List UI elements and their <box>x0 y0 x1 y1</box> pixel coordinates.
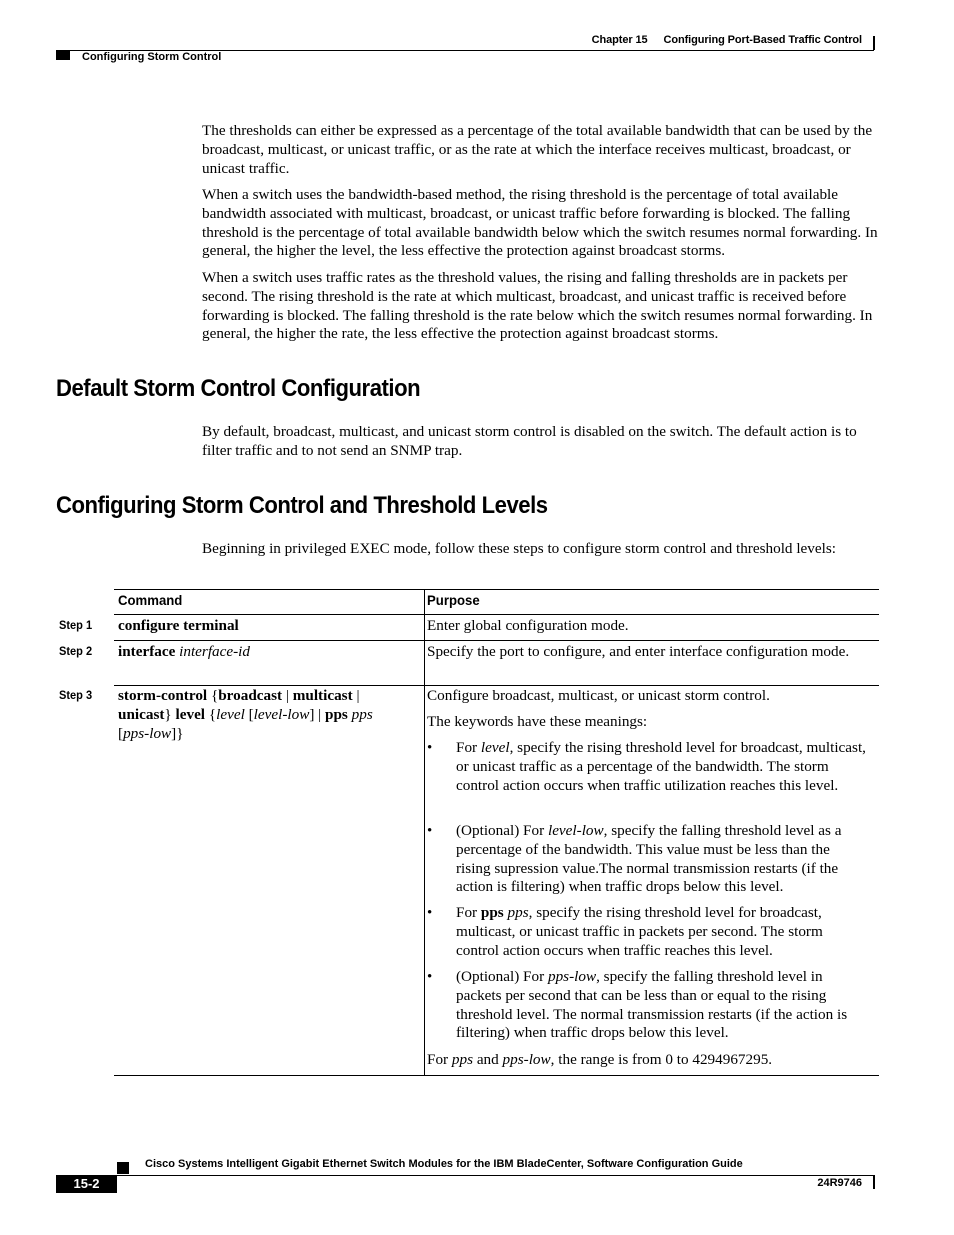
header-marker-block <box>56 51 70 60</box>
step-2-command <box>118 643 250 662</box>
command-keyword: unicast <box>118 705 165 723</box>
table-row-rule <box>114 640 879 641</box>
bullet-marker: • <box>427 905 433 921</box>
bullet-text: , specify the rising threshold level for broadcast, multicast, or unicast traffic in packets per second. The storm control action occurs when traffic reaches this level. <box>456 904 823 959</box>
keyword-bullet-level <box>427 739 867 795</box>
command-argument: level <box>216 705 245 723</box>
footer-rule <box>56 1175 874 1176</box>
note-argument: pps <box>451 1051 474 1068</box>
paragraph-default-config: By default, broadcast, multicast, and unicast storm control is disabled on the switch. The default action is to filter traffic and to not send an SNMP trap. <box>202 423 857 459</box>
step-1-purpose: Enter global configuration mode. <box>427 617 629 634</box>
document-number: 24R9746 <box>817 1177 862 1189</box>
command-bracket: ] | <box>309 705 322 723</box>
bullet-argument: level-low <box>547 822 604 839</box>
bullet-text: For <box>456 904 481 921</box>
paragraph-traffic-rates: When a switch uses traffic rates as the threshold values, the rising and falling thresholds are in packets per second. The rising threshold is the rate at which multicast, broadcast, and unicast traffic is received before forwarding is blocked. The falling threshold is the rate below which the switch resumes normal forwarding. In general, the higher the rate, the less effective the protection against broadcast storms. <box>202 269 873 343</box>
bullet-keyword: pps <box>480 904 504 921</box>
command-separator: | <box>285 687 289 704</box>
command-brace: } <box>164 705 172 723</box>
bullet-text: (Optional) For <box>456 968 548 985</box>
step-3-label: Step 3 <box>59 688 93 702</box>
command-bracket: ]} <box>171 724 184 742</box>
command-argument: pps <box>351 705 373 723</box>
command-argument: pps-low <box>123 724 172 742</box>
chapter-title: Configuring Port-Based Traffic Control <box>663 34 862 46</box>
bullet-marker: • <box>427 740 433 756</box>
column-header-purpose: Purpose <box>427 592 480 608</box>
header-tick <box>873 36 875 50</box>
paragraph-bandwidth-method: When a switch uses the bandwidth-based method, the rising threshold is the percentage of total available bandwidth associated with multicast, broadcast, or unicast traffic before forwarding is blocked. The falling threshold is the percentage of total available bandwidth below which the switch resumes normal forwarding. In general, the higher the level, the less effective the protection against broadcast storms. <box>202 186 878 260</box>
command-bracket: [ <box>118 724 124 742</box>
bullet-text: For <box>456 739 481 756</box>
bullet-text: (Optional) For <box>456 822 548 839</box>
table-row-rule <box>114 685 879 686</box>
command-argument: interface-id <box>179 643 250 660</box>
heading-configuring-storm-control: Configuring Storm Control and Threshold Levels <box>56 492 548 519</box>
command-argument: level-low <box>253 705 310 723</box>
column-header-command: Command <box>118 592 183 608</box>
command-keyword: storm-control <box>118 687 208 704</box>
step-2-label: Step 2 <box>59 644 93 658</box>
table-top-rule <box>114 589 879 590</box>
table-column-divider <box>424 589 425 1076</box>
step-1-command: configure terminal <box>118 617 239 634</box>
footer-book-title: Cisco Systems Intelligent Gigabit Ethernet Switch Modules for the IBM BladeCenter, Software Configuration Guide <box>145 1158 743 1170</box>
bullet-text: , specify the falling threshold level in packets per second that can be less than or equal to the rising threshold level. The normal transmission restarts (if the action is filtering) when traffic drops below this level. <box>456 968 848 1042</box>
bullet-marker: • <box>427 823 433 839</box>
command-brace: { <box>210 687 219 704</box>
keyword-bullet-pps <box>427 904 867 960</box>
command-keyword: pps <box>325 705 348 723</box>
table-header-rule <box>114 614 879 615</box>
table-bottom-rule <box>114 1075 879 1076</box>
command-keyword: multicast <box>292 687 353 704</box>
bullet-argument: pps <box>507 904 529 921</box>
section-header: Configuring Storm Control <box>82 51 222 63</box>
command-keyword: broadcast <box>218 687 283 704</box>
step-1-label: Step 1 <box>59 618 93 632</box>
step-2-purpose: Specify the port to configure, and enter interface configuration mode. <box>427 643 850 660</box>
note-text: and <box>473 1051 503 1068</box>
keyword-bullet-level-low <box>427 822 867 897</box>
pps-range-note <box>427 1051 772 1070</box>
note-text: , the range is from 0 to 4294967295. <box>550 1051 773 1068</box>
heading-default-config: Default Storm Control Configuration <box>56 375 421 402</box>
command-keyword: level <box>175 705 206 723</box>
command-bracket: [ <box>248 705 254 723</box>
footer-marker-block <box>117 1162 129 1174</box>
bullet-argument: level <box>480 739 510 756</box>
page-number: 15-2 <box>56 1175 117 1193</box>
command-brace: { <box>208 705 217 723</box>
keyword-bullet-pps-low <box>427 968 867 1043</box>
bullet-marker: • <box>427 969 433 985</box>
bullet-text: , specify the falling threshold level as a percentage of the bandwidth. This value must be less than the rising supression value.The normal transmission restarts (if the action is filtering) when traffic drops below this level. <box>456 822 842 896</box>
step-3-purpose-intro: Configure broadcast, multicast, or unicast storm control. <box>427 687 770 704</box>
paragraph-config-intro: Beginning in privileged EXEC mode, follow these steps to configure storm control and threshold levels: <box>202 540 836 557</box>
bullet-text: , specify the rising threshold level for broadcast, multicast, or unicast traffic as a percentage of the bandwidth. The storm control action occurs when traffic utilization reaches this level. <box>456 739 866 794</box>
running-header <box>592 34 862 46</box>
step-3-command <box>118 687 413 743</box>
note-argument: pps-low <box>502 1051 551 1068</box>
chapter-number: Chapter 15 <box>591 34 648 46</box>
footer-tick <box>873 1175 875 1189</box>
note-text: For <box>427 1051 452 1068</box>
step-3-keywords-intro: The keywords have these meanings: <box>427 713 648 730</box>
paragraph-thresholds: The thresholds can either be expressed as a percentage of the total available bandwidth that can be used by the broadcast, multicast, or unicast traffic, or as the rate at which the interface receives multicast, broadcast, or unicast traffic. <box>202 122 873 177</box>
bullet-argument: pps-low <box>547 968 597 985</box>
command-separator: | <box>356 687 360 704</box>
command-keyword: interface <box>118 643 176 660</box>
